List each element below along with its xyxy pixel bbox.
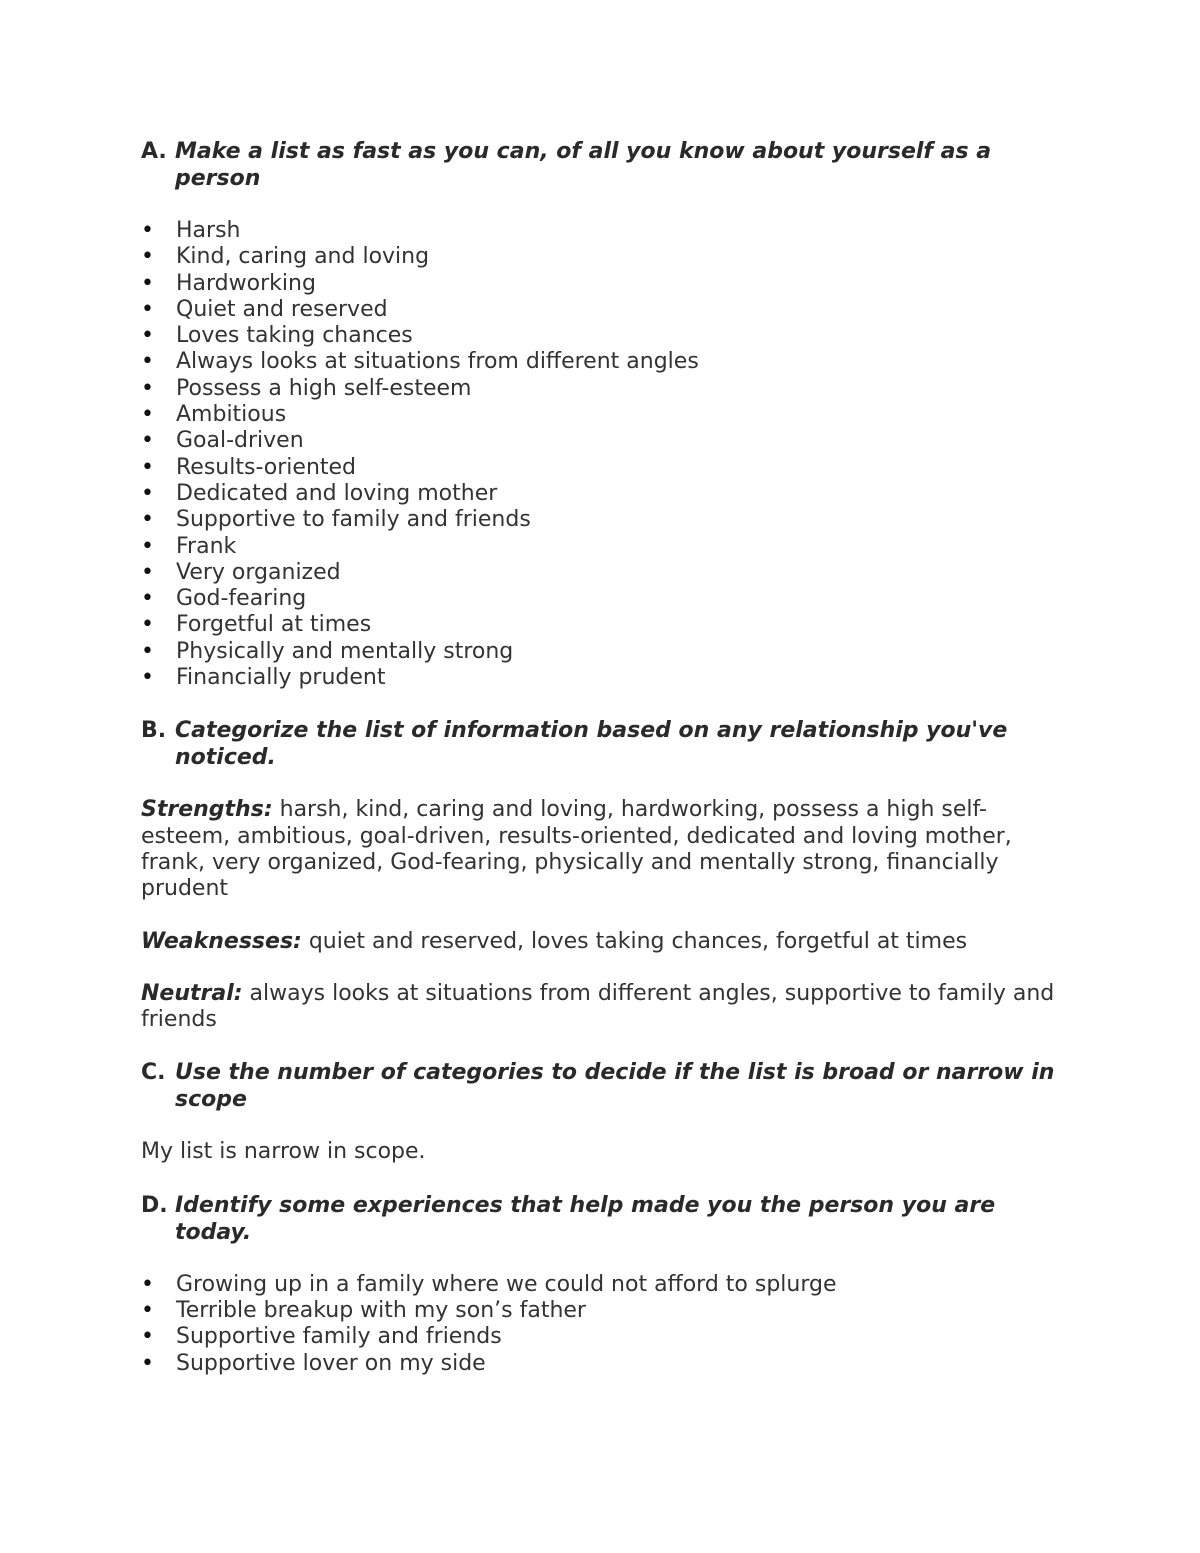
list-item: • Financially prudent xyxy=(141,665,1061,691)
list-item: • Always looks at situations from different angles xyxy=(141,349,1061,375)
weaknesses-text: quiet and reserved, loves taking chances, forgetful at times xyxy=(308,928,968,954)
list-item: • Dedicated and loving mother xyxy=(141,481,1061,507)
list-item: • Possess a high self-esteem xyxy=(141,376,1061,402)
question-b xyxy=(141,717,1061,771)
list-item: • Forgetful at times xyxy=(141,612,1061,638)
list-item: • Kind, caring and loving xyxy=(141,244,1061,270)
question-c xyxy=(141,1059,1061,1113)
neutral-label: Neutral: xyxy=(141,980,243,1006)
question-a-text: Make a list as fast as you can, of all you know about yourself as a person xyxy=(175,139,992,191)
list-item: • Loves taking chances xyxy=(141,323,1061,349)
scope-answer: My list is narrow in scope. xyxy=(141,1139,426,1165)
list-item: • Growing up in a family where we could not afford to splurge xyxy=(141,1272,1061,1298)
question-a xyxy=(141,138,1061,192)
list-item: • Frank xyxy=(141,534,1061,560)
weaknesses-paragraph xyxy=(141,929,1061,955)
question-c-letter: C. xyxy=(141,1060,166,1086)
list-item: • God-fearing xyxy=(141,586,1061,612)
neutral-paragraph xyxy=(141,981,1061,1034)
question-a-letter: A. xyxy=(141,139,167,164)
strengths-label: Strengths: xyxy=(141,797,273,823)
list-item: • Ambitious xyxy=(141,402,1061,428)
list-item: • Terrible breakup with my son’s father xyxy=(141,1298,1061,1324)
list-item: • Quiet and reserved xyxy=(141,297,1061,323)
list-item: • Supportive lover on my side xyxy=(141,1351,1061,1377)
list-item: • Harsh xyxy=(141,218,1061,244)
weaknesses-label: Weaknesses: xyxy=(141,928,302,954)
list-item: • Goal-driven xyxy=(141,428,1061,454)
question-d xyxy=(141,1192,1061,1246)
list-item: • Very organized xyxy=(141,560,1061,586)
list-item: • Supportive family and friends xyxy=(141,1324,1061,1350)
traits-list xyxy=(141,218,1061,691)
strengths-paragraph xyxy=(141,797,1061,902)
list-item: • Hardworking xyxy=(141,271,1061,297)
question-b-text: Categorize the list of information based on any relationship you've noticed. xyxy=(175,718,1008,771)
experiences-list xyxy=(141,1272,1061,1377)
list-item: • Supportive to family and friends xyxy=(141,507,1061,533)
neutral-text: always looks at situations from different angles, supportive to family and friends xyxy=(141,980,1055,1033)
document-content xyxy=(141,138,1061,1377)
list-item: • Physically and mentally strong xyxy=(141,639,1061,665)
list-item: • Results-oriented xyxy=(141,455,1061,481)
strengths-text: harsh, kind, caring and loving, hardworking, possess a high self-esteem, ambitious, goal-driven, results-oriented, dedicated and loving mother, frank, very organized, God-fearing, physically and mentally strong, financially prudent xyxy=(141,797,1012,902)
question-d-text: Identify some experiences that help made you the person you are today. xyxy=(175,1192,996,1245)
question-d-letter: D. xyxy=(141,1192,168,1218)
question-b-letter: B. xyxy=(141,718,167,744)
question-c-text: Use the number of categories to decide if the list is broad or narrow in scope xyxy=(175,1060,1055,1113)
